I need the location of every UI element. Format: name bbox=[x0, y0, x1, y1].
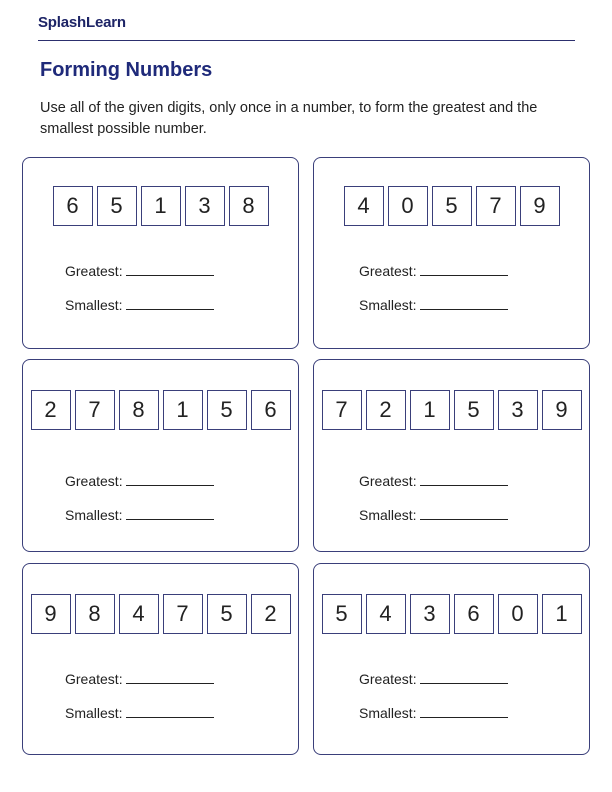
digit-box: 0 bbox=[388, 186, 428, 226]
greatest-blank[interactable] bbox=[126, 671, 214, 684]
digit-row bbox=[314, 594, 589, 634]
digit-box: 5 bbox=[432, 186, 472, 226]
smallest-answer bbox=[65, 705, 214, 721]
digit-box: 7 bbox=[322, 390, 362, 430]
digit-box: 1 bbox=[410, 390, 450, 430]
digit-box: 4 bbox=[366, 594, 406, 634]
digit-row bbox=[23, 390, 298, 430]
greatest-answer bbox=[359, 473, 508, 489]
digit-box: 7 bbox=[476, 186, 516, 226]
digit-row bbox=[314, 390, 589, 430]
greatest-answer bbox=[65, 473, 214, 489]
digit-box: 2 bbox=[251, 594, 291, 634]
smallest-label: Smallest: bbox=[359, 507, 417, 523]
greatest-label: Greatest: bbox=[65, 671, 123, 687]
greatest-label: Greatest: bbox=[359, 671, 417, 687]
brand-logo: SplashLearn bbox=[38, 14, 126, 31]
digit-box: 5 bbox=[207, 390, 247, 430]
digit-box: 1 bbox=[141, 186, 181, 226]
smallest-blank[interactable] bbox=[126, 507, 214, 520]
digit-box: 4 bbox=[344, 186, 384, 226]
digit-box: 8 bbox=[229, 186, 269, 226]
greatest-label: Greatest: bbox=[65, 473, 123, 489]
greatest-label: Greatest: bbox=[359, 473, 417, 489]
smallest-answer bbox=[65, 297, 214, 313]
digit-row bbox=[314, 186, 589, 226]
digit-box: 9 bbox=[520, 186, 560, 226]
greatest-answer bbox=[65, 671, 214, 687]
smallest-answer bbox=[359, 507, 508, 523]
smallest-blank[interactable] bbox=[126, 705, 214, 718]
smallest-label: Smallest: bbox=[65, 297, 123, 313]
smallest-blank[interactable] bbox=[126, 297, 214, 310]
smallest-answer bbox=[359, 297, 508, 313]
problem-card-4 bbox=[313, 359, 590, 552]
digit-box: 3 bbox=[185, 186, 225, 226]
smallest-label: Smallest: bbox=[359, 297, 417, 313]
digit-box: 4 bbox=[119, 594, 159, 634]
smallest-label: Smallest: bbox=[65, 507, 123, 523]
greatest-blank[interactable] bbox=[420, 671, 508, 684]
problem-card-2 bbox=[313, 157, 590, 349]
digit-box: 5 bbox=[322, 594, 362, 634]
greatest-answer bbox=[65, 263, 214, 279]
header-divider bbox=[38, 40, 575, 41]
digit-box: 0 bbox=[498, 594, 538, 634]
greatest-blank[interactable] bbox=[126, 473, 214, 486]
digit-box: 5 bbox=[207, 594, 247, 634]
digit-box: 3 bbox=[410, 594, 450, 634]
smallest-answer bbox=[359, 705, 508, 721]
smallest-blank[interactable] bbox=[420, 705, 508, 718]
problem-card-1 bbox=[22, 157, 299, 349]
digit-box: 3 bbox=[498, 390, 538, 430]
digit-row bbox=[23, 186, 298, 226]
digit-box: 2 bbox=[31, 390, 71, 430]
digit-box: 7 bbox=[75, 390, 115, 430]
smallest-answer bbox=[65, 507, 214, 523]
smallest-blank[interactable] bbox=[420, 297, 508, 310]
digit-box: 1 bbox=[163, 390, 203, 430]
digit-box: 2 bbox=[366, 390, 406, 430]
greatest-blank[interactable] bbox=[420, 263, 508, 276]
digit-row bbox=[23, 594, 298, 634]
digit-box: 6 bbox=[454, 594, 494, 634]
smallest-label: Smallest: bbox=[359, 705, 417, 721]
digit-box: 6 bbox=[251, 390, 291, 430]
digit-box: 5 bbox=[97, 186, 137, 226]
digit-box: 6 bbox=[53, 186, 93, 226]
problem-card-3 bbox=[22, 359, 299, 552]
greatest-label: Greatest: bbox=[359, 263, 417, 279]
smallest-label: Smallest: bbox=[65, 705, 123, 721]
greatest-label: Greatest: bbox=[65, 263, 123, 279]
problem-card-5 bbox=[22, 563, 299, 755]
digit-box: 9 bbox=[542, 390, 582, 430]
digit-box: 1 bbox=[542, 594, 582, 634]
instructions-text: Use all of the given digits, only once in a number, to form the greatest and the smallest possible number. bbox=[40, 100, 538, 137]
greatest-answer bbox=[359, 671, 508, 687]
greatest-blank[interactable] bbox=[126, 263, 214, 276]
digit-box: 9 bbox=[31, 594, 71, 634]
smallest-blank[interactable] bbox=[420, 507, 508, 520]
digit-box: 8 bbox=[75, 594, 115, 634]
greatest-answer bbox=[359, 263, 508, 279]
digit-box: 7 bbox=[163, 594, 203, 634]
greatest-blank[interactable] bbox=[420, 473, 508, 486]
digit-box: 5 bbox=[454, 390, 494, 430]
page-title: Forming Numbers bbox=[40, 59, 213, 81]
problem-card-6 bbox=[313, 563, 590, 755]
digit-box: 8 bbox=[119, 390, 159, 430]
